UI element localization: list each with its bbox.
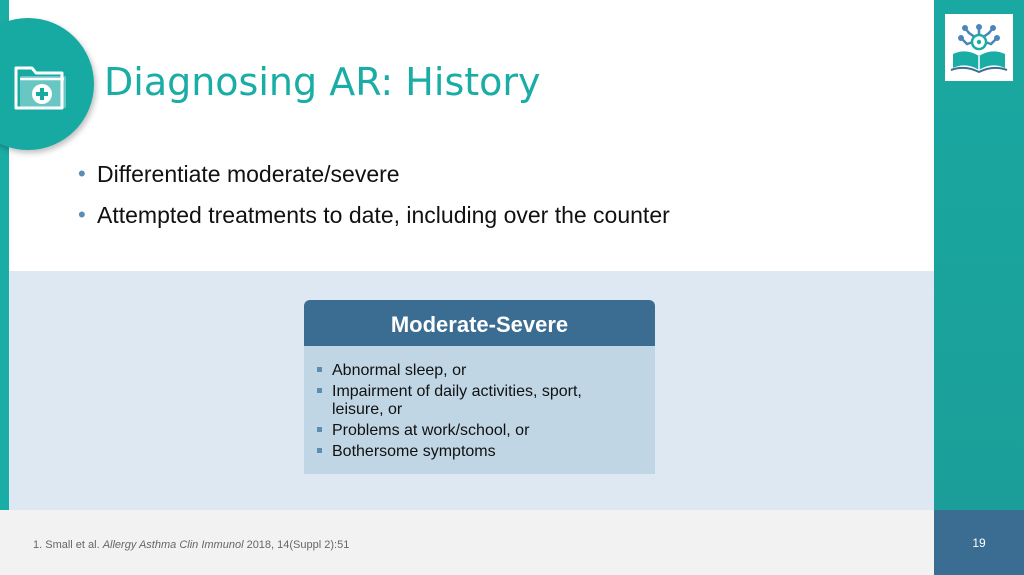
reference-authors: 1. Small et al. — [33, 539, 103, 551]
section-icon-badge — [0, 18, 94, 150]
card-list-item: Impairment of daily activities, sport, leisure, or — [317, 383, 637, 419]
main-bullet-list — [78, 160, 670, 242]
card-body — [304, 346, 655, 474]
card-list-item: Bothersome symptoms — [317, 443, 637, 461]
card-list-item: Abnormal sleep, or — [317, 362, 637, 380]
bullet-item: • Differentiate moderate/severe — [78, 160, 670, 188]
card-list-item: Problems at work/school, or — [317, 422, 637, 440]
card-list — [317, 362, 637, 464]
footer-bar — [0, 510, 934, 575]
page-number-box — [934, 510, 1024, 575]
slide-title: Diagnosing AR: History — [104, 60, 541, 104]
moderate-severe-card — [304, 300, 655, 474]
medical-folder-icon — [10, 54, 74, 118]
page-number: 19 — [972, 536, 986, 550]
reference-footnote — [33, 539, 349, 551]
book-network-logo — [945, 14, 1013, 81]
bullet-item: • Attempted treatments to date, including over the counter — [78, 201, 670, 229]
reference-details: 2018, 14(Suppl 2):51 — [243, 539, 350, 551]
card-header: Moderate-Severe — [304, 300, 655, 346]
reference-journal: Allergy Asthma Clin Immunol — [102, 539, 244, 551]
